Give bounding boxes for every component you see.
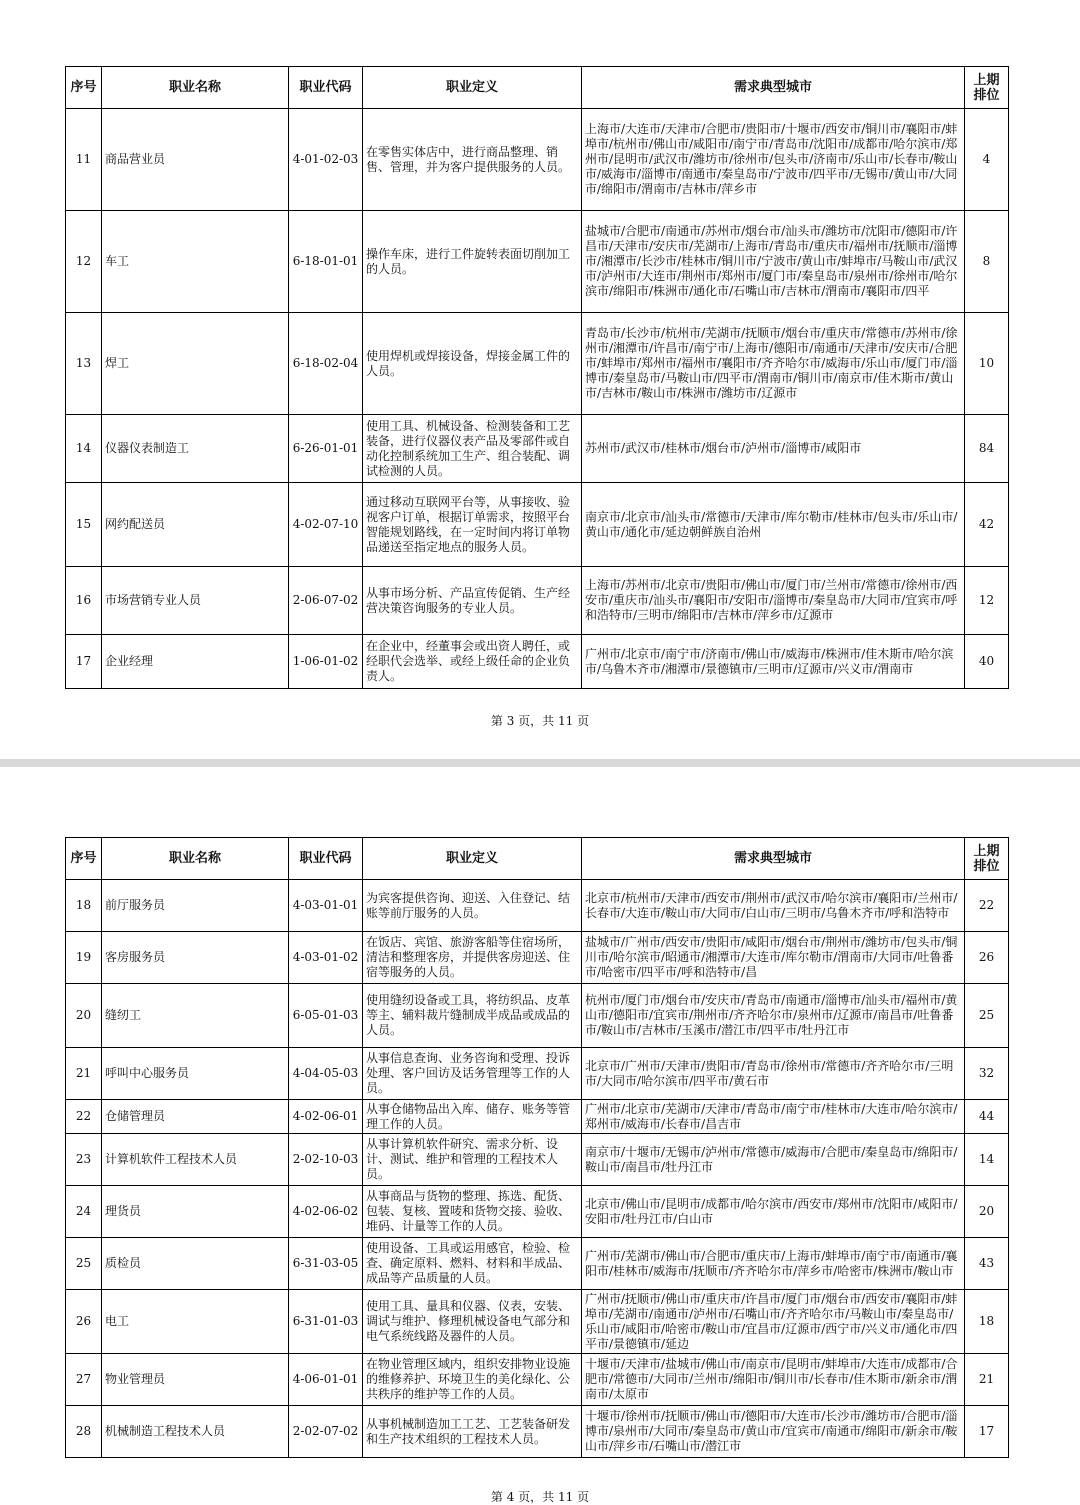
rank-cell (965, 1354, 1009, 1406)
seq-cell-text: 20 (75, 1008, 92, 1022)
cities-cell-text: 上海市/大连市/天津市/合肥市/贵阳市/十堰市/西安市/铜川市/襄阳市/蚌埠市/杭州市/佛山市/咸阳市/南宁市/青岛市/沈阳市/成都市/哈尔滨市/郑州市/昆明市/武汉市/潍坊市/徐州市/包头市/济南市/乐山市/长春市/鞍山市/威海市/淄博市/南通市/秦皇岛市/宁波市/四平市/无锡市/黄山市/大同市/绵阳市/渭南市/吉林市/萍乡市 (585, 122, 958, 196)
cities-cell (582, 1238, 965, 1290)
name-cell-text: 机械制造工程技术人员 (105, 1424, 226, 1438)
name-cell (102, 1134, 289, 1186)
seq-cell-text: 18 (75, 898, 92, 912)
code-cell-text: 2-06-07-02 (292, 593, 359, 607)
table-row (66, 415, 1009, 483)
name-cell-text: 电工 (105, 1314, 130, 1328)
table-row (66, 635, 1009, 689)
table-header-row (66, 838, 1009, 880)
code-cell (289, 635, 363, 689)
rank-cell-text: 14 (978, 1152, 995, 1166)
rank-cell (965, 1100, 1009, 1134)
cities-cell (582, 567, 965, 635)
seq-cell (66, 880, 102, 932)
code-cell-text: 4-06-01-01 (292, 1372, 359, 1386)
rank-cell-text: 40 (978, 654, 995, 668)
name-cell-text: 仓储管理员 (105, 1109, 166, 1123)
rank-cell (965, 932, 1009, 984)
definition-cell-text: 为宾客提供咨询、迎送、入住登记、结账等前厅服务的人员。 (366, 890, 571, 920)
name-cell-text: 计算机软件工程技术人员 (105, 1152, 238, 1166)
rank-cell (965, 1238, 1009, 1290)
table-row (66, 1406, 1009, 1458)
table-row (66, 1238, 1009, 1290)
cities-cell (582, 109, 965, 211)
definition-cell-text: 通过移动互联网平台等，从事接收、验视客户订单，根据订单需求，按照平台智能规划路线，在一定时间内将订单物品递送至指定地点的服务人员。 (366, 494, 571, 554)
seq-cell-text: 22 (75, 1109, 92, 1123)
definition-cell (363, 1048, 582, 1100)
name-cell-text: 客房服务员 (105, 950, 166, 964)
name-cell (102, 483, 289, 567)
name-cell (102, 415, 289, 483)
definition-cell (363, 1134, 582, 1186)
code-cell (289, 932, 363, 984)
code-cell-text: 1-06-01-02 (292, 654, 359, 668)
cities-cell (582, 1406, 965, 1458)
table-row (66, 880, 1009, 932)
cities-cell (582, 932, 965, 984)
rank-cell (965, 984, 1009, 1048)
definition-cell (363, 635, 582, 689)
code-cell-text: 6-18-02-04 (292, 356, 359, 370)
cities-cell-text: 上海市/苏州市/北京市/贵阳市/佛山市/厦门市/兰州市/常德市/徐州市/西安市/重庆市/汕头市/襄阳市/安阳市/淄博市/秦皇岛市/大同市/宜宾市/呼和浩特市/三明市/绵阳市/吉林市/萍乡市/辽源市 (585, 578, 958, 622)
definition-cell-text: 从事信息查询、业务咨询和受理、投诉处理、客户回访及话务管理等工作的人员。 (366, 1051, 571, 1095)
code-cell (289, 880, 363, 932)
seq-cell-text: 11 (75, 152, 92, 166)
definition-cell-text: 在零售实体店中，进行商品整理、销售、管理，并为客户提供服务的人员。 (366, 144, 571, 174)
seq-cell-text: 13 (75, 356, 92, 370)
definition-cell (363, 1100, 582, 1134)
definition-cell-text: 使用设备、工具或运用感官，检验、检查、确定原料、燃料、材料和半成品、成品等产品质量的人员。 (366, 1241, 571, 1285)
table-row (66, 1134, 1009, 1186)
header-rank: 上期排位 (965, 67, 1009, 109)
definition-cell (363, 109, 582, 211)
header-cities: 需求典型城市 (582, 838, 965, 880)
code-cell (289, 984, 363, 1048)
seq-cell (66, 1290, 102, 1354)
table-row (66, 932, 1009, 984)
rank-cell-text: 44 (978, 1109, 995, 1123)
cities-cell-text: 北京市/广州市/天津市/贵阳市/青岛市/徐州市/常德市/齐齐哈尔市/三明市/大同市/哈尔滨市/四平市/黄石市 (585, 1058, 954, 1088)
definition-cell-text: 使用缝纫设备或工具，将纺织品、皮革等主、辅料裁片缝制成半成品或成品的人员。 (366, 993, 571, 1037)
seq-cell (66, 567, 102, 635)
table-row (66, 1100, 1009, 1134)
table-row (66, 1048, 1009, 1100)
cities-cell (582, 984, 965, 1048)
definition-cell (363, 567, 582, 635)
name-cell (102, 635, 289, 689)
cities-cell-text: 青岛市/长沙市/杭州市/芜湖市/抚顺市/烟台市/重庆市/常德市/苏州市/徐州市/湘潭市/许昌市/南宁市/上海市/德阳市/南通市/天津市/安庆市/合肥市/蚌埠市/郑州市/福州市/襄阳市/齐齐哈尔市/威海市/乐山市/厦门市/淄博市/秦皇岛市/马鞍山市/四平市/渭南市/铜川市/南京市/佳木斯市/黄山市/吉林市/鞍山市/株洲市/潍坊市/辽源市 (585, 326, 958, 400)
seq-cell (66, 1186, 102, 1238)
code-cell (289, 567, 363, 635)
table-row (66, 1354, 1009, 1406)
rank-cell (965, 1134, 1009, 1186)
cities-cell-text: 广州市/芜湖市/佛山市/合肥市/重庆市/上海市/蚌埠市/南宁市/南通市/襄阳市/桂林市/威海市/抚顺市/齐齐哈尔市/萍乡市/哈密市/株洲市/鞍山市 (585, 1248, 958, 1278)
document-page-4 (0, 767, 1080, 1502)
cities-cell-text: 广州市/北京市/芜湖市/天津市/青岛市/南宁市/桂林市/大连市/哈尔滨市/郑州市/威海市/长春市/昌吉市 (585, 1101, 958, 1131)
cities-cell-text: 杭州市/厦门市/烟台市/安庆市/青岛市/南通市/淄博市/汕头市/福州市/黄山市/德阳市/宜宾市/荆州市/齐齐哈尔市/泉州市/辽源市/南昌市/吐鲁番市/鞍山市/吉林市/玉溪市/潜江市/四平市/牡丹江市 (585, 993, 958, 1037)
code-cell (289, 1238, 363, 1290)
rank-cell (965, 1406, 1009, 1458)
header-cities: 需求典型城市 (582, 67, 965, 109)
rank-cell (965, 109, 1009, 211)
name-cell-text: 市场营销专业人员 (105, 593, 202, 607)
code-cell-text: 6-31-03-05 (292, 1256, 359, 1270)
cities-cell (582, 313, 965, 415)
cities-cell (582, 1290, 965, 1354)
definition-cell (363, 932, 582, 984)
name-cell (102, 1186, 289, 1238)
cities-cell-text: 十堰市/天津市/盐城市/佛山市/南京市/昆明市/蚌埠市/大连市/成都市/合肥市/常德市/大同市/兰州市/绵阳市/铜川市/长春市/佳木斯市/新余市/渭南市/太原市 (585, 1357, 958, 1401)
code-cell (289, 1290, 363, 1354)
seq-cell-text: 12 (75, 254, 92, 268)
header-name: 职业名称 (102, 67, 289, 109)
definition-cell (363, 313, 582, 415)
definition-cell (363, 880, 582, 932)
code-cell-text: 4-02-06-01 (292, 1109, 359, 1123)
name-cell-text: 缝纫工 (105, 1008, 142, 1022)
rank-cell-text: 43 (978, 1256, 995, 1270)
rank-cell-text: 12 (978, 593, 995, 607)
seq-cell-text: 24 (75, 1204, 92, 1218)
seq-cell-text: 23 (75, 1152, 92, 1166)
rank-cell-text: 20 (978, 1204, 995, 1218)
header-seq: 序号 (66, 838, 102, 880)
definition-cell-text: 操作车床，进行工件旋转表面切削加工的人员。 (366, 246, 571, 276)
code-cell-text: 4-04-05-03 (292, 1066, 359, 1080)
name-cell-text: 车工 (105, 254, 130, 268)
rank-cell (965, 1290, 1009, 1354)
rank-cell (965, 880, 1009, 932)
rank-cell-text: 17 (978, 1424, 995, 1438)
name-cell-text: 呼叫中心服务员 (105, 1066, 190, 1080)
rank-cell-text: 21 (978, 1372, 995, 1386)
occupation-table (65, 66, 1009, 689)
seq-cell-text: 21 (75, 1066, 92, 1080)
rank-cell (965, 567, 1009, 635)
rank-cell-text: 26 (978, 950, 995, 964)
code-cell (289, 1354, 363, 1406)
definition-cell (363, 1290, 582, 1354)
name-cell (102, 880, 289, 932)
name-cell (102, 932, 289, 984)
definition-cell-text: 使用焊机或焊接设备，焊接金属工件的人员。 (366, 348, 571, 378)
code-cell (289, 109, 363, 211)
rank-cell (965, 483, 1009, 567)
name-cell (102, 109, 289, 211)
cities-cell (582, 880, 965, 932)
table-row (66, 984, 1009, 1048)
name-cell-text: 仪器仪表制造工 (105, 441, 190, 455)
cities-cell (582, 211, 965, 313)
header-code: 职业代码 (289, 67, 363, 109)
name-cell (102, 567, 289, 635)
rank-cell (965, 415, 1009, 483)
header-seq: 序号 (66, 67, 102, 109)
seq-cell (66, 1100, 102, 1134)
rank-cell-text: 18 (978, 1314, 995, 1328)
seq-cell (66, 1406, 102, 1458)
code-cell-text: 2-02-07-02 (292, 1424, 359, 1438)
table-row (66, 567, 1009, 635)
rank-cell-text: 8 (982, 254, 991, 268)
name-cell-text: 焊工 (105, 356, 130, 370)
name-cell (102, 1290, 289, 1354)
code-cell (289, 1134, 363, 1186)
cities-cell-text: 南京市/十堰市/无锡市/泸州市/常德市/威海市/合肥市/秦皇岛市/绵阳市/鞍山市/南昌市/牡丹江市 (585, 1144, 958, 1174)
seq-cell-text: 26 (75, 1314, 92, 1328)
cities-cell-text: 广州市/抚顺市/佛山市/重庆市/许昌市/厦门市/烟台市/西安市/襄阳市/蚌埠市/芜湖市/南通市/泸州市/石嘴山市/齐齐哈尔市/马鞍山市/秦皇岛市/乐山市/咸阳市/哈密市/鞍山市/宜昌市/辽源市/西宁市/兴义市/通化市/四平市/景德镇市/延边 (585, 1291, 958, 1351)
seq-cell-text: 14 (75, 441, 92, 455)
cities-cell (582, 1100, 965, 1134)
definition-cell (363, 1354, 582, 1406)
cities-cell (582, 1186, 965, 1238)
name-cell-text: 企业经理 (105, 654, 154, 668)
cities-cell (582, 1134, 965, 1186)
seq-cell-text: 17 (75, 654, 92, 668)
rank-cell-text: 22 (978, 898, 995, 912)
name-cell-text: 商品营业员 (105, 152, 166, 166)
page-separator (0, 759, 1080, 767)
name-cell (102, 1406, 289, 1458)
name-cell (102, 313, 289, 415)
seq-cell-text: 19 (75, 950, 92, 964)
seq-cell (66, 1238, 102, 1290)
table-row (66, 313, 1009, 415)
name-cell-text: 网约配送员 (105, 517, 166, 531)
page-footer: 第 3 页，共 11 页 (490, 714, 590, 728)
definition-cell-text: 在物业管理区域内，组织安排物业设施的维修养护、环境卫生的美化绿化、公共秩序的维护等工作的人员。 (366, 1357, 571, 1401)
definition-cell-text: 从事机械制造加工工艺、工艺装备研发和生产技术组织的工程技术人员。 (366, 1416, 571, 1446)
name-cell-text: 质检员 (105, 1256, 142, 1270)
rank-cell (965, 313, 1009, 415)
definition-cell-text: 在饭店、宾馆、旅游客船等住宿场所，清洁和整理客房，并提供客房迎送、住宿等服务的人员。 (366, 935, 571, 979)
code-cell-text: 4-02-07-10 (292, 517, 359, 531)
cities-cell (582, 415, 965, 483)
cities-cell-text: 十堰市/徐州市/抚顺市/佛山市/德阳市/大连市/长沙市/潍坊市/合肥市/淄博市/泉州市/大同市/秦皇岛市/黄山市/宜宾市/南通市/绵阳市/新余市/鞍山市/萍乡市/石嘴山市/潜江市 (585, 1409, 958, 1453)
seq-cell-text: 27 (75, 1372, 92, 1386)
seq-cell (66, 483, 102, 567)
definition-cell-text: 从事计算机软件研究、需求分析、设计、测试、维护和管理的工程技术人员。 (366, 1137, 559, 1181)
definition-cell (363, 1238, 582, 1290)
name-cell-text: 理货员 (105, 1204, 142, 1218)
rank-cell-text: 10 (978, 356, 995, 370)
seq-cell (66, 1134, 102, 1186)
cities-cell-text: 广州市/北京市/南宁市/济南市/佛山市/威海市/株洲市/佳木斯市/哈尔滨市/乌鲁木齐市/湘潭市/景德镇市/三明市/辽源市/兴义市/渭南市 (585, 646, 954, 676)
definition-cell-text: 使用工具、量具和仪器、仪表，安装、调试与维护、修理机械设备电气部分和电气系统线路及器件的人员。 (366, 1299, 571, 1343)
rank-cell-text: 25 (978, 1008, 995, 1022)
definition-cell (363, 211, 582, 313)
cities-cell (582, 483, 965, 567)
definition-cell (363, 1186, 582, 1238)
header-code: 职业代码 (289, 838, 363, 880)
code-cell-text: 6-18-01-01 (292, 254, 359, 268)
cities-cell-text: 南京市/北京市/汕头市/常德市/天津市/库尔勒市/桂林市/包头市/乐山市/黄山市/通化市/延边朝鲜族自治州 (585, 509, 958, 539)
seq-cell (66, 415, 102, 483)
table-row (66, 211, 1009, 313)
code-cell (289, 211, 363, 313)
seq-cell-text: 28 (75, 1424, 92, 1438)
rank-cell (965, 1048, 1009, 1100)
seq-cell (66, 109, 102, 211)
definition-cell-text: 使用工具、机械设备、检测装备和工艺装备，进行仪器仪表产品及零部件或自动化控制系统加工生产、组合装配、调试检测的人员。 (366, 418, 571, 478)
rank-cell (965, 1186, 1009, 1238)
code-cell (289, 1100, 363, 1134)
cities-cell (582, 1048, 965, 1100)
code-cell-text: 4-01-02-03 (292, 152, 359, 166)
code-cell-text: 6-31-01-03 (292, 1314, 359, 1328)
definition-cell (363, 984, 582, 1048)
definition-cell (363, 483, 582, 567)
cities-cell-text: 盐城市/广州市/西安市/贵阳市/咸阳市/烟台市/荆州市/潍坊市/包头市/铜川市/哈尔滨市/昭通市/湘潭市/大连市/库尔勒市/渭南市/大同市/吐鲁番市/哈密市/四平市/呼和浩特市/昌 (585, 935, 958, 979)
code-cell-text: 6-05-01-03 (292, 1008, 359, 1022)
cities-cell-text: 苏州市/武汉市/桂林市/烟台市/泸州市/淄博市/咸阳市 (585, 441, 862, 455)
code-cell-text: 6-26-01-01 (292, 441, 359, 455)
seq-cell (66, 932, 102, 984)
cities-cell (582, 1354, 965, 1406)
code-cell-text: 4-03-01-02 (292, 950, 359, 964)
seq-cell (66, 635, 102, 689)
definition-cell-text: 从事仓储物品出入库、储存、账务等管理工作的人员。 (366, 1101, 571, 1131)
header-name: 职业名称 (102, 838, 289, 880)
code-cell (289, 415, 363, 483)
code-cell-text: 4-02-06-02 (292, 1204, 359, 1218)
seq-cell-text: 16 (75, 593, 92, 607)
definition-cell (363, 415, 582, 483)
rank-cell (965, 635, 1009, 689)
rank-cell (965, 211, 1009, 313)
seq-cell (66, 313, 102, 415)
definition-cell-text: 在企业中，经董事会或出资人聘任，或经职代会选举、或经上级任命的企业负责人。 (366, 639, 571, 683)
code-cell (289, 313, 363, 415)
cities-cell-text: 盐城市/合肥市/南通市/苏州市/烟台市/汕头市/潍坊市/沈阳市/德阳市/许昌市/天津市/安庆市/芜湖市/上海市/青岛市/重庆市/福州市/抚顺市/淄博市/湘潭市/长沙市/桂林市/铜川市/宁波市/黄山市/蚌埠市/马鞍山市/武汉市/泸州市/大连市/荆州市/郑州市/厦门市/秦皇岛市/泉州市/徐州市/哈尔滨市/绵阳市/株洲市/通化市/石嘴山市/吉林市/渭南市/襄阳市/四平 (585, 224, 958, 298)
name-cell-text: 物业管理员 (105, 1372, 166, 1386)
rank-cell-text: 32 (978, 1066, 995, 1080)
table-row (66, 483, 1009, 567)
header-definition: 职业定义 (363, 67, 582, 109)
definition-cell-text: 从事市场分析、产品宣传促销、生产经营决策咨询服务的专业人员。 (366, 585, 571, 615)
code-cell-text: 4-03-01-01 (292, 898, 359, 912)
seq-cell (66, 211, 102, 313)
name-cell (102, 1238, 289, 1290)
definition-cell-text: 从事商品与货物的整理、拣选、配货、包装、复核、置唛和货物交接、验收、堆码、计量等工作的人员。 (366, 1189, 571, 1233)
code-cell (289, 1048, 363, 1100)
cities-cell (582, 635, 965, 689)
seq-cell (66, 1354, 102, 1406)
name-cell (102, 1048, 289, 1100)
rank-cell-text: 4 (982, 152, 991, 166)
code-cell (289, 1406, 363, 1458)
header-rank: 上期排位 (965, 838, 1009, 880)
cities-cell-text: 北京市/杭州市/天津市/西安市/荆州市/武汉市/哈尔滨市/襄阳市/兰州市/长春市/大连市/鞍山市/大同市/白山市/三明市/乌鲁木齐市/呼和浩特市 (585, 890, 958, 920)
occupation-table (65, 837, 1009, 1458)
rank-cell-text: 42 (978, 517, 995, 531)
code-cell (289, 1186, 363, 1238)
table-row (66, 109, 1009, 211)
seq-cell (66, 1048, 102, 1100)
header-definition: 职业定义 (363, 838, 582, 880)
seq-cell-text: 15 (75, 517, 92, 531)
seq-cell (66, 984, 102, 1048)
name-cell-text: 前厅服务员 (105, 898, 166, 912)
table-header-row (66, 67, 1009, 109)
table-row (66, 1290, 1009, 1354)
seq-cell-text: 25 (75, 1256, 92, 1270)
table-row (66, 1186, 1009, 1238)
name-cell (102, 1354, 289, 1406)
definition-cell (363, 1406, 582, 1458)
code-cell (289, 483, 363, 567)
cities-cell-text: 北京市/佛山市/昆明市/成都市/哈尔滨市/西安市/郑州市/沈阳市/咸阳市/安阳市/牡丹江市/白山市 (585, 1196, 958, 1226)
code-cell-text: 2-02-10-03 (292, 1152, 359, 1166)
name-cell (102, 984, 289, 1048)
name-cell (102, 211, 289, 313)
name-cell (102, 1100, 289, 1134)
page-footer: 第 4 页，共 11 页 (490, 1490, 590, 1504)
rank-cell-text: 84 (978, 441, 995, 455)
